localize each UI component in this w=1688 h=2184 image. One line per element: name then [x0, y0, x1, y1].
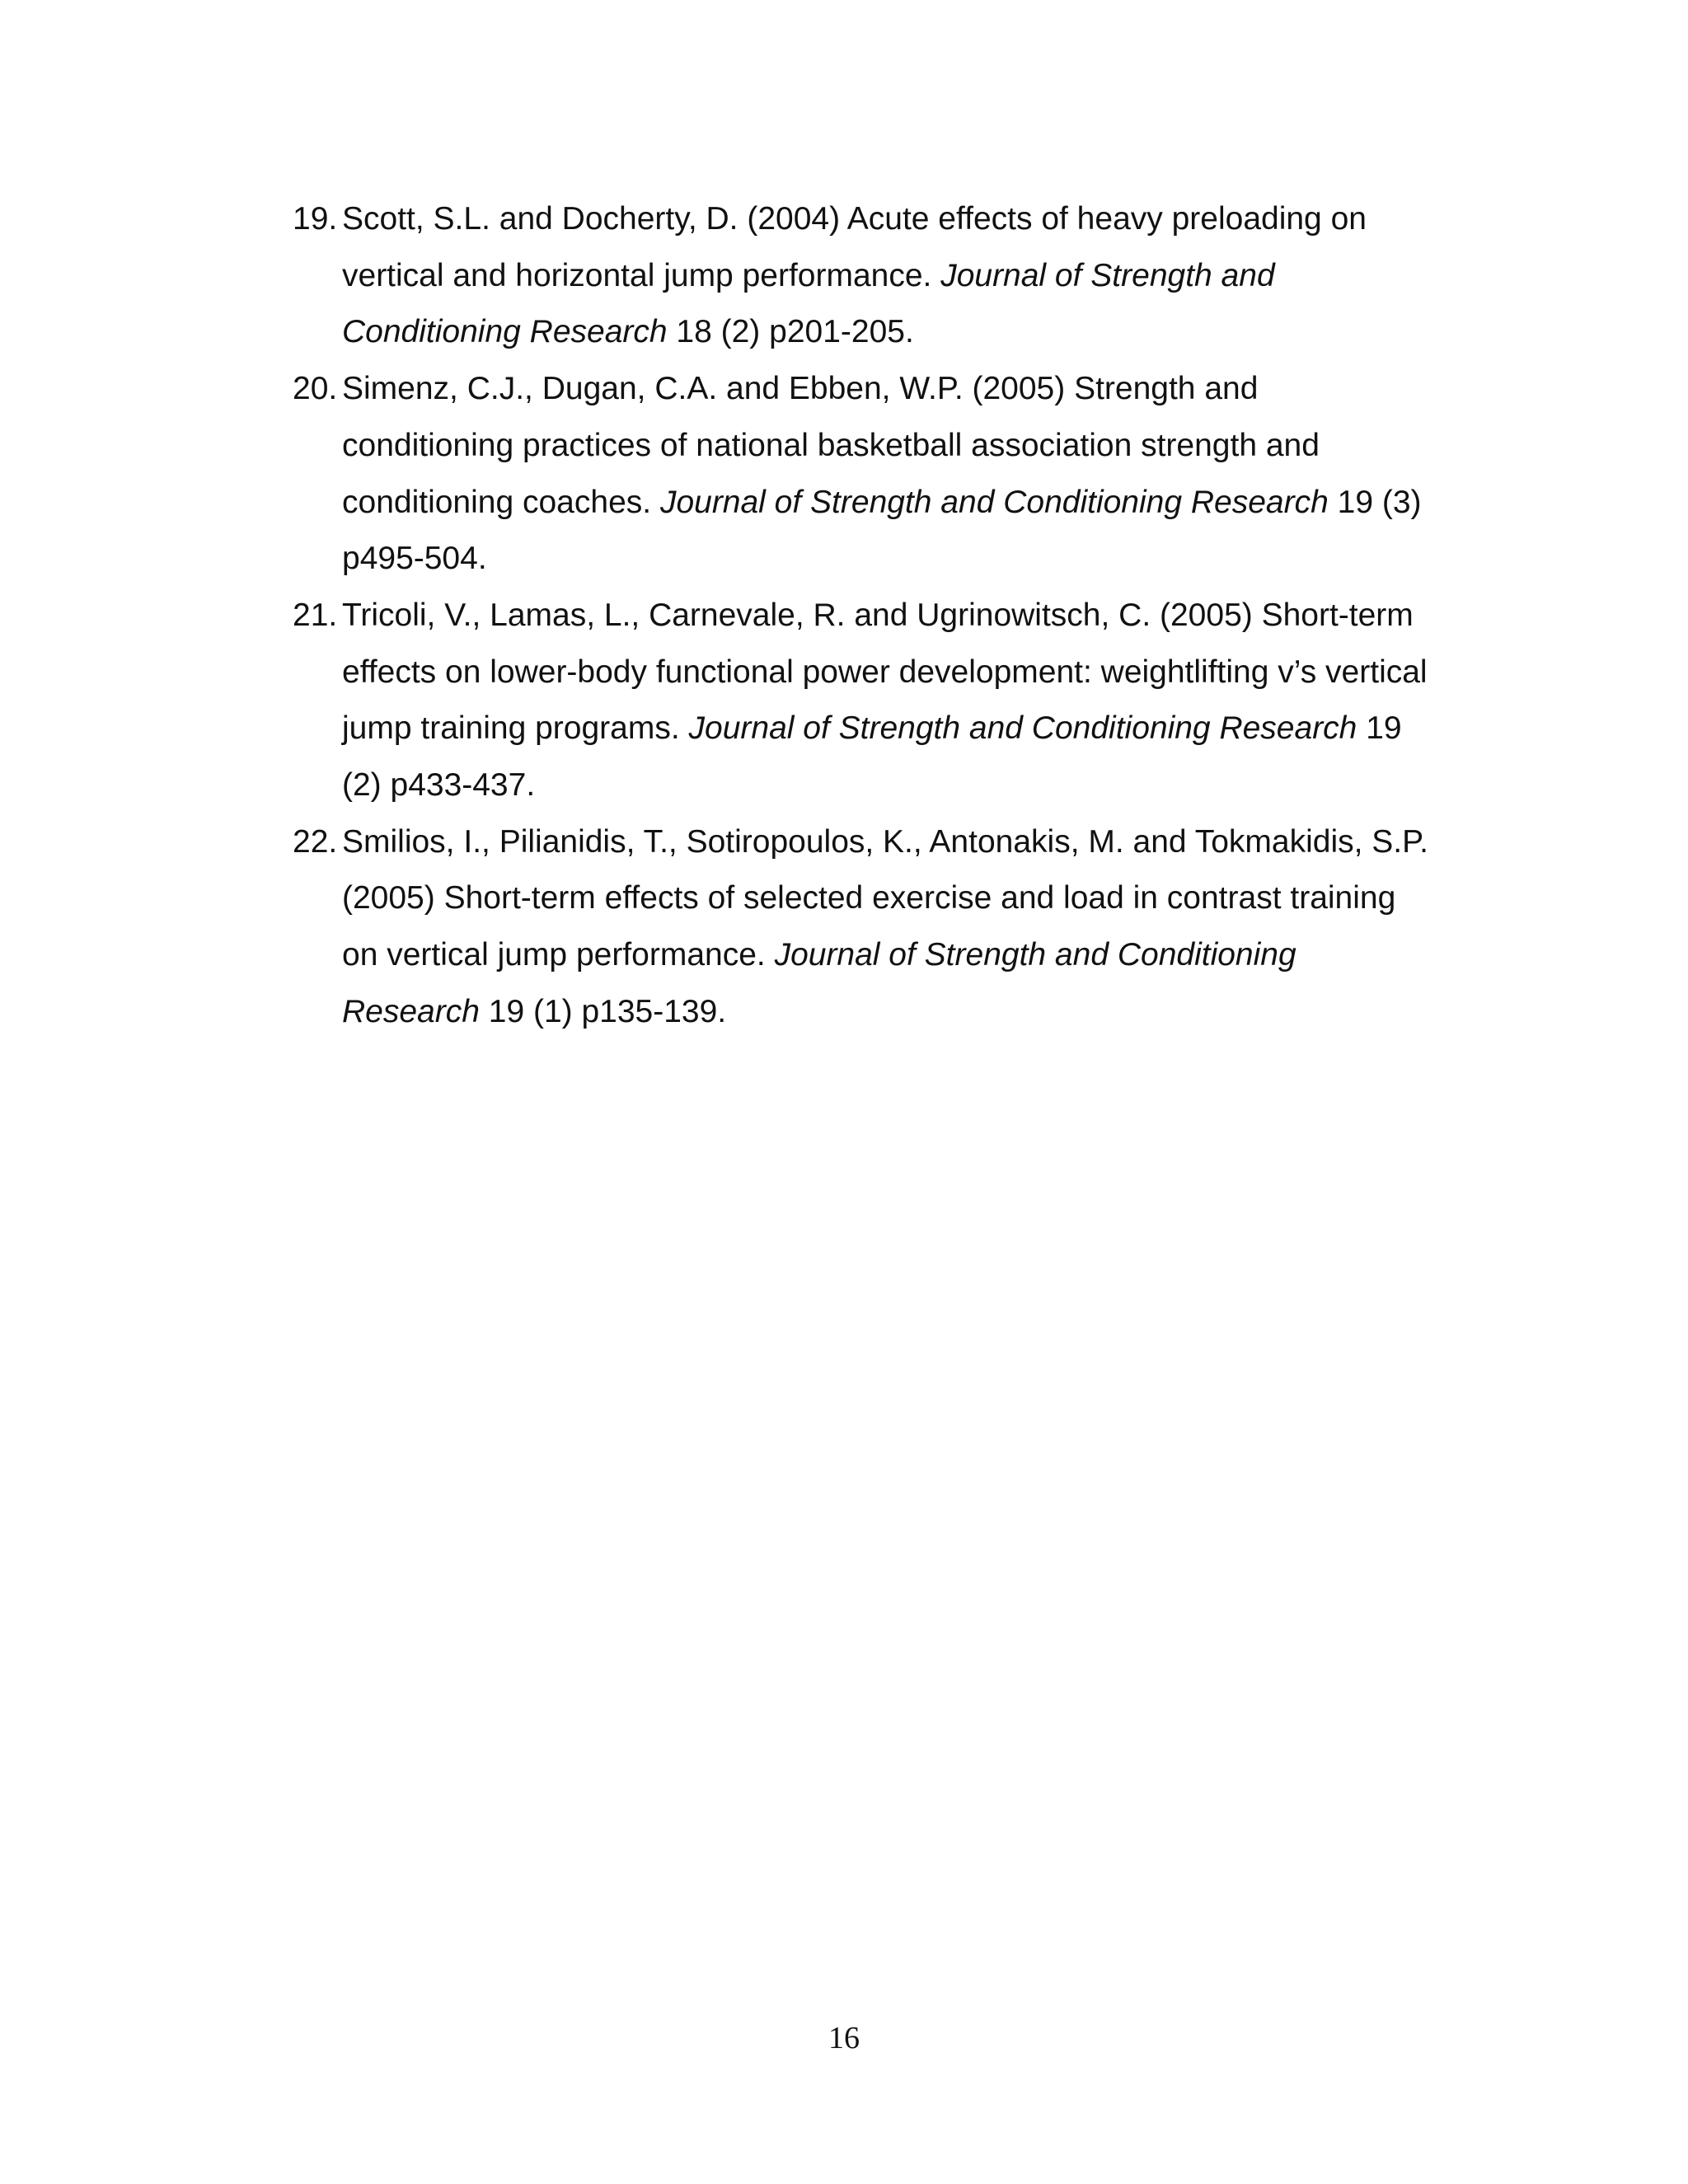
- reference-text: [342, 191, 1430, 361]
- reference-number: 20.: [293, 371, 338, 407]
- reference-text: [342, 361, 1430, 588]
- reference-item-21: [293, 588, 1430, 814]
- page-number: 16: [828, 2021, 860, 2055]
- reference-citation: Simenz, C.J., Dugan, C.A. and Ebben, W.P. (2005) Strength and conditioning practices of national basketball association strength and conditioning coaches.: [342, 371, 1320, 520]
- reference-citation: Smilios, I., Pilianidis, T., Sotiropoulos, K., Antonakis, M. and Tokmakidis, S.P. (2005) Short-term effects of selected exercise and load in contrast training on vertical jump performance.: [342, 823, 1428, 973]
- reference-citation: Tricoli, V., Lamas, L., Carnevale, R. and Ugrinowitsch, C. (2005) Short-term effects on lower-body functional power development: weightlifting v’s vertical jump training programs.: [342, 597, 1428, 747]
- reference-number: 21.: [293, 597, 338, 633]
- reference-citation: Scott, S.L. and Docherty, D. (2004) Acute effects of heavy preloading on vertical and horizontal jump performance.: [342, 201, 1367, 293]
- reference-text: [342, 814, 1430, 1041]
- reference-number: 22.: [293, 823, 338, 860]
- reference-journal: Journal of Strength and Conditioning Research: [659, 484, 1329, 520]
- reference-journal: Journal of Strength and Conditioning Research: [688, 710, 1357, 747]
- reference-journal: Journal of Strength and Conditioning Research: [342, 257, 1275, 350]
- reference-item-19: [293, 191, 1430, 361]
- reference-journal: Journal of Strength and Conditioning Research: [342, 937, 1296, 1029]
- reference-details: 19 (1) p135-139.: [479, 993, 727, 1029]
- reference-details: 19 (3) p495-504.: [342, 484, 1422, 577]
- reference-list: [293, 191, 1430, 1041]
- reference-number: 19.: [293, 201, 338, 237]
- reference-item-20: [293, 361, 1430, 588]
- reference-details: 18 (2) p201-205.: [667, 314, 914, 350]
- reference-text: [342, 588, 1430, 814]
- reference-item-22: [293, 814, 1430, 1041]
- reference-details: 19 (2) p433-437.: [342, 710, 1402, 804]
